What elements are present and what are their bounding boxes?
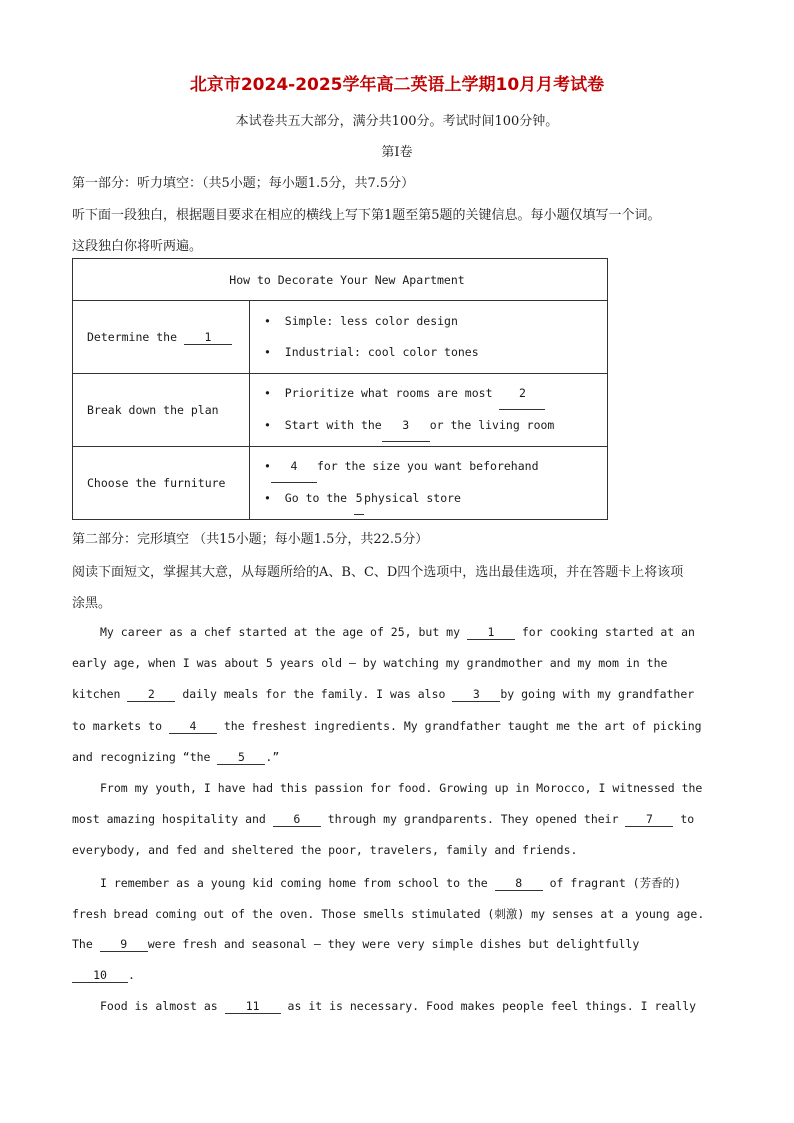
row-label: Break down the plan	[73, 374, 250, 447]
part1-instruction: 听下面一段独白，根据题目要求在相应的横线上写下第1题至第5题的关键信息。每小题仅填写一个词。	[72, 208, 661, 223]
blank-c7[interactable]: 7	[625, 812, 673, 827]
part2-instruction-cont: 涂黑。	[72, 596, 112, 611]
table-title: How to Decorate Your New Apartment	[73, 259, 608, 301]
passage-line: The 9 were fresh and seasonal — they were very simple dishes but delightfully	[72, 937, 640, 951]
row-label: Determine the 1	[73, 301, 250, 374]
table-row	[73, 374, 608, 447]
bullet-icon: •	[264, 491, 271, 505]
exam-intro: 本试卷共五大部分，满分共100分。考试时间100分钟。	[235, 114, 559, 129]
part2-instruction: 阅读下面短文，掌握其大意，从每题所给的A、B、C、D四个选项中，选出最佳选项，并在答题卡上将该项	[72, 565, 684, 580]
row-details: • 4 for the size you want beforehand • Go to the 5 physical store	[250, 447, 608, 520]
blank-2[interactable]: 2	[499, 378, 545, 410]
blank-c6[interactable]: 6	[273, 812, 321, 827]
passage-line: most amazing hospitality and 6 through my grandparents. They opened their 7 to	[72, 812, 695, 826]
passage-line: From my youth, I have had this passion for food. Growing up in Morocco, I witnessed the	[100, 781, 703, 795]
bullet-icon: •	[264, 345, 271, 359]
passage-line: everybody, and fed and sheltered the poor, travelers, family and friends.	[72, 843, 578, 857]
bullet-icon: •	[264, 314, 271, 328]
passage-line: kitchen 2 daily meals for the family. I was also 3 by going with my grandfather	[72, 687, 695, 701]
blank-c11[interactable]: 11	[225, 999, 281, 1014]
bullet-icon: •	[264, 418, 271, 432]
passage-line: early age, when I was about 5 years old — by watching my grandmother and my mom in the	[72, 656, 668, 670]
row-details: • Prioritize what rooms are most 2 • Start with the 3 or the living room	[250, 374, 608, 447]
blank-c2[interactable]: 2	[127, 687, 175, 702]
row-details: • Simple: less color design • Industrial: cool color tones	[250, 301, 608, 374]
passage-line: 10 .	[72, 968, 722, 983]
blank-c9[interactable]: 9	[100, 937, 148, 952]
blank-c4[interactable]: 4	[169, 719, 217, 734]
table-row	[73, 447, 608, 520]
passage-line: My career as a chef started at the age of 25, but my 1 for cooking started at an	[100, 625, 695, 639]
bullet-icon: •	[264, 386, 271, 400]
passage-line: fresh bread coming out of the oven. Those smells stimulated (刺激) my senses at a young age.	[72, 907, 705, 921]
part1-heading: 第一部分：听力填空：（共5小题；每小题1.5分，共7.5分）	[72, 176, 415, 191]
listening-table	[72, 258, 608, 520]
blank-5[interactable]: 5	[354, 483, 364, 515]
part1-instruction-cont: 这段独白你将听两遍。	[72, 239, 203, 254]
table-row	[73, 301, 608, 374]
blank-c10[interactable]: 10	[72, 968, 128, 983]
blank-4[interactable]: 4	[271, 451, 317, 483]
blank-c5[interactable]: 5	[217, 750, 265, 765]
blank-c1[interactable]: 1	[467, 625, 515, 640]
volume-label: 第Ⅰ卷	[381, 145, 413, 160]
passage-line: to markets to 4 the freshest ingredients. My grandfather taught me the art of picking	[72, 719, 702, 733]
passage-line: Food is almost as 11 as it is necessary. Food makes people feel things. I really	[100, 999, 697, 1013]
row-label: Choose the furniture	[73, 447, 250, 520]
part2-heading: 第二部分：完形填空 （共15小题；每小题1.5分，共22.5分）	[72, 532, 429, 547]
passage-line: and recognizing “the 5 .”	[72, 750, 280, 764]
exam-title: 北京市2024-2025学年高二英语上学期10月月考试卷	[189, 75, 605, 95]
blank-c3[interactable]: 3	[452, 687, 500, 702]
blank-c8[interactable]: 8	[495, 876, 543, 891]
blank-3[interactable]: 3	[382, 410, 430, 442]
passage-line: I remember as a young kid coming home from school to the 8 of fragrant (芳香的)	[100, 876, 682, 890]
bullet-icon: •	[264, 459, 271, 473]
blank-1[interactable]: 1	[184, 330, 232, 345]
